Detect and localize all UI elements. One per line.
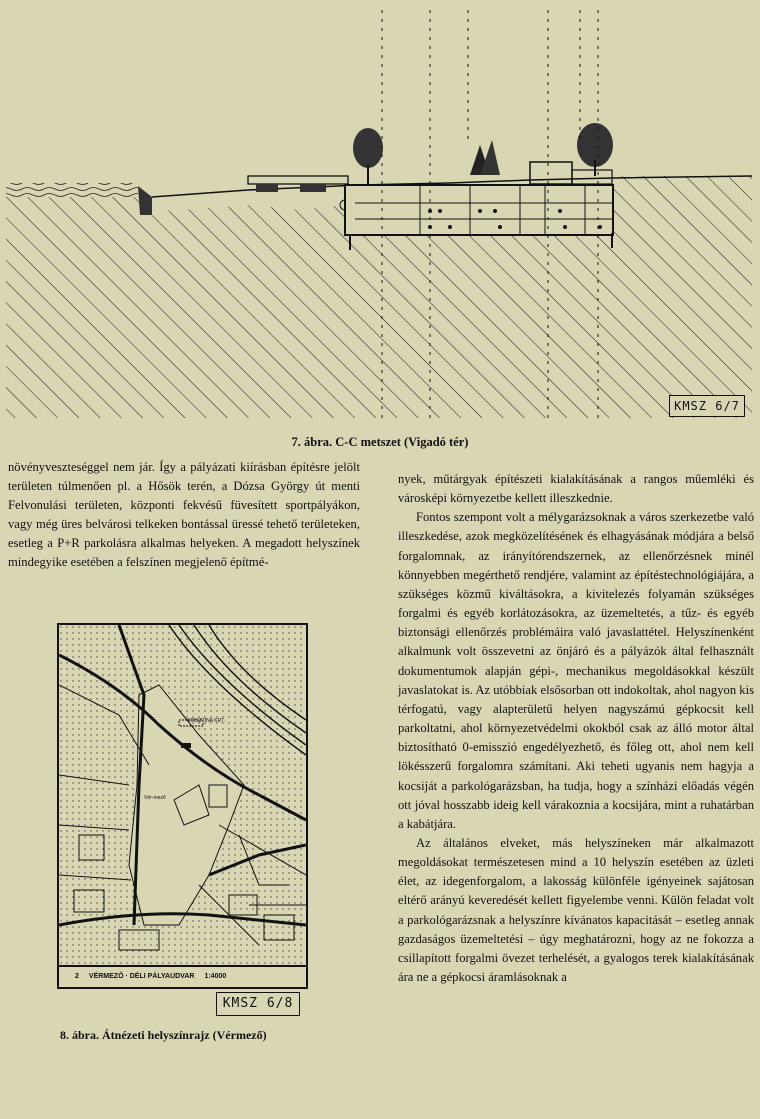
right-paragraph-1: nyek, műtárgyak építészeti kialakításának a rangos műemléki és városképi környezetbe kellett illeszkednie. (398, 472, 754, 506)
left-paragraph: növényveszteséggel nem jár. Így a pályázati kiírásban építésre jelölt területen túlmenően pl. a Hősök terén, a Dózsa György út menti Felvonulási területen, központi fekvésű füvesített sportpályákon, vagy még üres belvárosi telkeken bontással üressé tehető területeken, esetleg a P+R parkolásra alkalmas helyeken. A megadott helyszínek mindegyike esetében a felszínen megjelenő építmé- (8, 460, 360, 569)
map-title-strip (59, 965, 306, 987)
map-area-label: Vér-mező (144, 795, 166, 801)
tree-middle (470, 140, 500, 175)
tree-left (353, 128, 383, 184)
right-column-text (398, 470, 754, 987)
map-scale: 1:4000 (204, 973, 227, 980)
left-column-text (8, 458, 360, 572)
figure-8-site-map (57, 623, 308, 989)
map-street-label: KRISZTINA KRT. (187, 718, 225, 724)
map-title: VÉRMEZŐ · DÉLI PÁLYAUDVAR (88, 973, 195, 980)
figure-7-section-drawing (0, 0, 760, 430)
figure-7-code-box: KMSZ 6/7 (669, 395, 745, 417)
figure-8-caption: 8. ábra. Átnézeti helyszínrajz (Vérmező) (60, 1028, 267, 1042)
right-paragraph-3: Az általános elveket, más helyszíneken már alkalmazott megoldásokat természetesen mind a 10 helyszín esetében az üzleti élet, az idegenforgalom, a lakosság különféle igényeinek sajátosan eltérő arányú keveredését kellett figyelembe venni. Külön feladat volt a parkológarázsnak a helyszínre kívánatos kapacitását – esetleg annak gazdaságos üzemeltetési – úgy meghatározni, hogy az ne fokozza a csillapított forgalmi övezet terhelését, a gyalogos terek kialakításának ára ne a gépkocsi áramlásoknak a (398, 835, 754, 985)
river-water (6, 183, 138, 199)
map-number: 2 (75, 973, 79, 980)
section-svg (0, 0, 760, 430)
figure-8-code-box: KMSZ 6/8 (216, 992, 300, 1016)
tree-right (577, 123, 613, 176)
right-paragraph-2: Fontos szempont volt a mélygarázsoknak a város szerkezetbe való illeszkedése, azok megközelítésének és elhagyásának módjára a belső forgalomnak, az irányítórendszernek, az ellenőrzésnek minél könnyebben megérthető rendjére, valamint az építéstechnológiájára, a szükséges közmű kiváltásokra, a kivitelezés folyamán szükséges forgalmi és egyéb korlátozásokra, az üzemeltetés, a tűz- és egyéb biztonsági ellenőrzés problémáira való javaslattétel. Helyszínenként alkalmunk volt összevetni az önjáró és a pályázók által felhasznált dokumentumok alapján gépi-, mechanikus megoldásokkal készült javaslatokat is. Az utóbbiak elsősorban ott indokoltak, ahol nagyon kis térfogatú, vagy alapterületű helyen nagyszámú gépkocsit kell parkoltatni, ahol környezetvédelmi okokból csak az álló motor által biztosítható 0-emisszió engedélyezhető, és főleg ott, ahol nem kell lökésszerű forgalomra számítani. Aki teheti ugyanis nem hagyja a kocsiját a parkológarázsban, ha tudja, hogy a színházi előadás végén ott jóval hosszabb ideig kell várakoznia a kocsijára, mint a ruhatárban a kabátjára. (398, 510, 754, 831)
figure-7-caption: 7. ábra. C-C metszet (Vigadó tér) (291, 435, 469, 449)
